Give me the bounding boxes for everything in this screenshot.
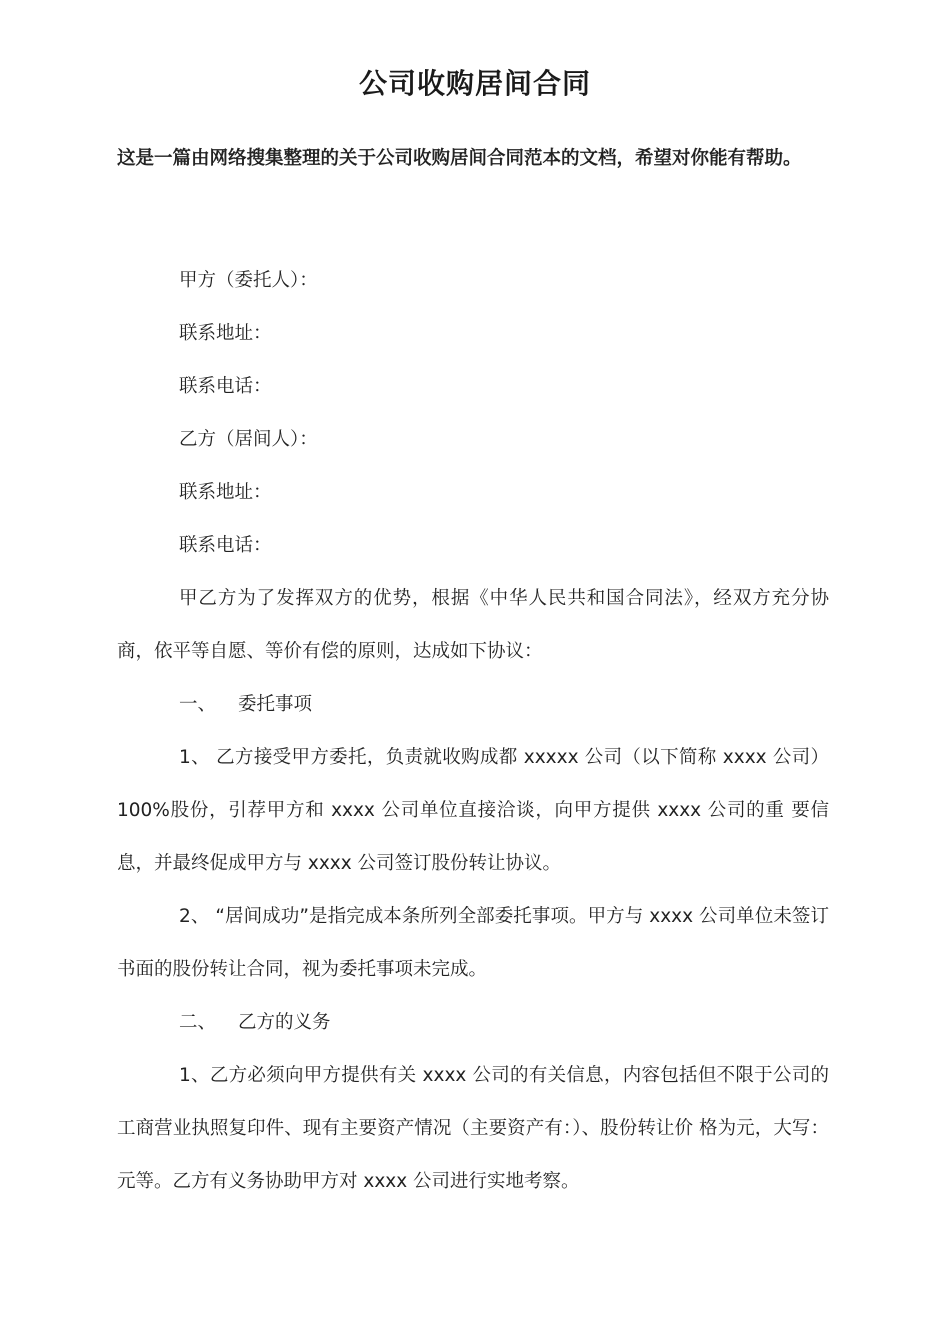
section-1-number: 一、 [179, 694, 217, 715]
party-b-label: 乙方（居间人）： [179, 429, 318, 450]
section-1-clause-1: 1、 乙方接受甲方委托，负责就收购成都 xxxxx 公司（以下简称 xxxx 公司）100%股份，引荐甲方和 xxxx 公司单位直接洽谈，向甲方提供 xxxx 公司的重 要信息，并最终促成甲方与 xxxx 公司签订股份转让协议。 [117, 747, 829, 874]
section-2-clause-1: 1、乙方必须向甲方提供有关 xxxx 公司的有关信息，内容包括但不限于公司的工商营业执照复印件、现有主要资产情况（主要资产有：）、股份转让价 格为元，大写：元等。乙方有义务协助甲方对 xxxx 公司进行实地考察。 [117, 1065, 829, 1192]
intro-text: 这是一篇由网络搜集整理的关于公司收购居间合同范本的文档，希望对你能有帮助。 [117, 148, 802, 169]
contract-body [117, 254, 829, 1208]
preamble-paragraph: 甲乙方为了发挥双方的优势，根据《中华人民共和国合同法》，经双方充分协商，依平等自愿、等价有偿的原则，达成如下协议： [117, 588, 829, 662]
section-2-title: 乙方的义务 [238, 1012, 331, 1033]
section-1-clause-2: 2、 “居间成功”是指完成本条所列全部委托事项。甲方与 xxxx 公司单位未签订书面的股份转让合同，视为委托事项未完成。 [117, 906, 829, 980]
party-b-address-label: 联系地址： [179, 482, 272, 503]
party-a-phone-label: 联系电话： [179, 376, 272, 397]
party-a-address-label: 联系地址： [179, 323, 272, 344]
party-b-phone-label: 联系电话： [179, 535, 272, 556]
section-2-number: 二、 [179, 1012, 217, 1033]
document-title: 公司收购居间合同 [358, 67, 591, 100]
section-2-heading [117, 996, 829, 1049]
party-a-label: 甲方（委托人）： [179, 270, 318, 291]
section-1-title: 委托事项 [238, 694, 313, 715]
section-1-heading [117, 678, 829, 731]
